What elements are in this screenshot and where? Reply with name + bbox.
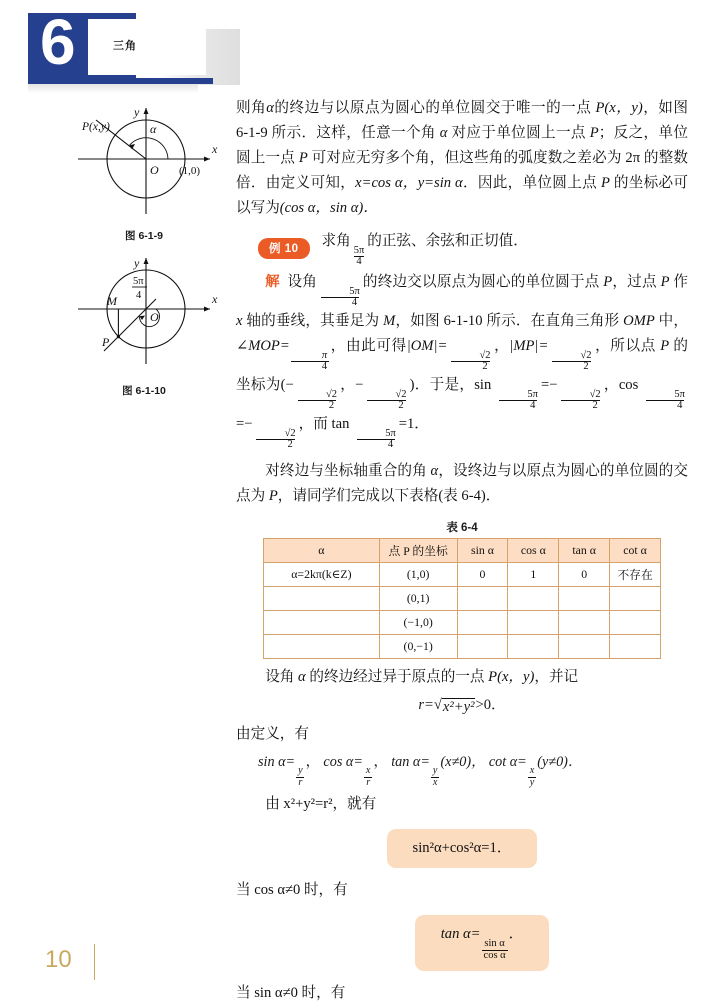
sol-sqrt2-d: √2 xyxy=(395,388,407,400)
sep-2: ， xyxy=(373,754,388,771)
sol-seg-n: ，而 xyxy=(298,416,328,433)
sol-seg-j: ，所以点 xyxy=(594,338,656,355)
cell-tan[interactable] xyxy=(559,635,610,659)
identity-box-2 xyxy=(415,915,550,971)
sol-seg-f: ，如图 6-1-10 所示．在直角三角形 xyxy=(395,313,620,330)
sol-seg-h: ，由此可得 xyxy=(330,338,407,355)
cell-cos[interactable] xyxy=(508,611,559,635)
def-seg-b: 的终边经过异于原点的一点 xyxy=(309,669,485,686)
p1-point-p2: P xyxy=(298,150,308,166)
paragraph-solution-1 xyxy=(236,270,688,451)
p1-point-pxy: P(x，y) xyxy=(595,100,643,116)
den-cos-alpha: cos α xyxy=(483,949,506,961)
main-text-column xyxy=(236,96,688,1008)
frac-x-r xyxy=(364,766,373,788)
sol-fraction-5pi-4 xyxy=(318,287,362,309)
table-row xyxy=(264,611,661,635)
sol-two-a: 2 xyxy=(451,361,489,373)
chapter-title: 三角 xyxy=(113,40,137,52)
cell-alpha[interactable]: α=2kπ(k∈Z) xyxy=(264,563,380,587)
paragraph-cond-cos: 当 cos α≠0 时，有 xyxy=(236,882,348,899)
sol-fraction-5pi-4-d xyxy=(354,429,398,451)
sol-two-d: 2 xyxy=(367,400,405,412)
sol-4-d: 4 xyxy=(357,439,395,451)
th-tan: tan α xyxy=(559,539,610,563)
sol-fraction-sqrt2-2-a xyxy=(448,351,492,373)
figure-column xyxy=(60,96,228,398)
example-text xyxy=(322,229,528,268)
page-number-divider xyxy=(94,944,95,980)
figure-6-1-9 xyxy=(60,96,228,243)
num-y-1: y xyxy=(298,765,303,777)
sol-two-f: 2 xyxy=(256,439,294,451)
den-r-1: r xyxy=(298,776,303,788)
cell-cos[interactable]: 1 xyxy=(508,563,559,587)
figure-6-1-10 xyxy=(60,251,228,398)
cell-tan[interactable]: 0 xyxy=(559,563,610,587)
sol-seg-o: =1． xyxy=(398,416,429,433)
sol-angle-mop: ∠MOP= xyxy=(236,338,290,355)
sol-x: x xyxy=(236,313,243,330)
cell-tan[interactable] xyxy=(559,587,610,611)
paragraph-definition-intro xyxy=(236,665,688,690)
figure-6-1-9-caption: 图 6-1-9 xyxy=(125,230,163,242)
r-radicand: x²+y² xyxy=(442,699,475,716)
cell-cot[interactable] xyxy=(610,611,661,635)
cell-alpha[interactable] xyxy=(264,611,380,635)
p1-seg-f: 可对应无穷多个角，但这些角的弧度数之差必为 2π 的整数倍．由定义可知， xyxy=(236,150,688,191)
fn-cot: cot α= xyxy=(488,754,527,771)
den-r-2: r xyxy=(366,776,371,788)
p1-eq-xcos: x=cos α， xyxy=(355,175,418,191)
ti-alpha: α xyxy=(430,463,439,480)
sol-point-m: M xyxy=(383,313,396,330)
table-6-4 xyxy=(263,538,661,659)
solution-label: 解 xyxy=(265,274,280,291)
sol-seg-k: 的坐标为 xyxy=(236,338,688,394)
sol-fraction-sqrt2-2-c xyxy=(295,390,339,412)
banner-shadow-decoration-2 xyxy=(28,84,198,93)
sol-two-e: 2 xyxy=(561,400,599,412)
sol-sqrt2-e: √2 xyxy=(589,388,601,400)
svg-text:4: 4 xyxy=(136,290,142,301)
formula-row-trig-definitions xyxy=(236,751,688,788)
example-fraction xyxy=(352,246,367,268)
ti-point-p: P xyxy=(268,488,278,505)
sol-cos-label: cos xyxy=(618,377,639,394)
svg-text:O: O xyxy=(150,310,159,324)
sol-fraction-sqrt2-2-b xyxy=(549,351,593,373)
sol-sqrt2-c: √2 xyxy=(325,388,337,400)
paragraph-table-intro xyxy=(236,459,688,509)
sol-point-p3: P xyxy=(660,338,670,355)
identity-box-2-wrapper xyxy=(236,915,688,971)
sol-pi: π xyxy=(321,349,328,361)
cell-cot[interactable] xyxy=(610,587,661,611)
sol-four: 4 xyxy=(291,361,329,373)
sol-fraction-5pi-4-c xyxy=(643,390,687,412)
p1-alpha-2: α xyxy=(439,125,448,141)
identity2-tail: ． xyxy=(508,926,524,943)
sol-point-p2: P xyxy=(660,274,670,291)
num-x-1: x xyxy=(365,765,371,777)
sol-seg-g: 中， xyxy=(658,313,688,330)
p1-seg-h: 的坐标必可以写为 xyxy=(236,175,688,216)
sol-5pi-b: 5π xyxy=(527,388,538,400)
svg-text:(1,0): (1,0) xyxy=(179,165,201,177)
sol-seg-a: 设角 xyxy=(287,274,317,291)
cond-tan: (x≠0)， xyxy=(440,754,486,771)
banner-white-panel xyxy=(88,19,206,75)
cell-coord[interactable]: (0,1) xyxy=(379,587,457,611)
fn-cos: cos α= xyxy=(323,754,363,771)
cell-coord[interactable]: (1,0) xyxy=(379,563,457,587)
cell-cos[interactable] xyxy=(508,587,559,611)
table-row xyxy=(264,635,661,659)
sol-sqrt2-a: √2 xyxy=(479,349,491,361)
sol-frac-den: 4 xyxy=(321,297,359,309)
paragraph-cond-sin: 当 sin α≠0 时，有 xyxy=(236,985,346,1002)
p1-coord-cossin: (cos α，sin α)． xyxy=(279,200,378,216)
p1-seg-b: 的终边与以原点为圆心的单位圆交于唯一的一点 xyxy=(273,100,592,116)
ti-seg-a: 对终边与坐标轴重合的角 xyxy=(265,463,427,480)
th-cot: cot α xyxy=(610,539,661,563)
cell-sin[interactable] xyxy=(457,587,508,611)
cell-tan[interactable] xyxy=(559,611,610,635)
example-frac-num: 5π xyxy=(353,244,365,256)
p1-seg-d: 对应于单位圆上一点 xyxy=(451,125,586,141)
th-sin: sin α xyxy=(457,539,508,563)
sol-fraction-sqrt2-2-f xyxy=(253,429,297,451)
sol-sin-label: sin xyxy=(474,377,492,394)
svg-text:5π: 5π xyxy=(133,276,144,287)
sol-eq2: =− xyxy=(236,416,253,433)
cond-cot: (y≠0)． xyxy=(537,754,583,771)
r-eq: r= xyxy=(418,697,434,714)
num-x-2: x xyxy=(529,765,535,777)
sol-5pi-d: 5π xyxy=(385,427,396,439)
example-row xyxy=(236,229,688,268)
th-cos: cos α xyxy=(508,539,559,563)
sol-fraction-sqrt2-2-e xyxy=(558,390,602,412)
cell-alpha[interactable] xyxy=(264,635,380,659)
def-seg-a: 设角 xyxy=(265,669,295,686)
sep-1: ， xyxy=(305,754,320,771)
sol-4-c: 4 xyxy=(646,400,684,412)
sol-fraction-5pi-4-b xyxy=(496,390,540,412)
sol-coord-open: (− xyxy=(280,377,294,394)
p1-seg-g: ．因此，单位圆上点 xyxy=(462,175,597,191)
frac-sin-cos xyxy=(482,939,508,961)
example-frac-den: 4 xyxy=(356,256,362,268)
page-number: 10 xyxy=(45,946,72,973)
table-header-row xyxy=(264,539,661,563)
sol-abs-om: |OM|= xyxy=(406,338,448,355)
sol-seg-c: ，过点 xyxy=(612,274,657,291)
sol-two-c: 2 xyxy=(298,400,336,412)
banner-underbar xyxy=(28,78,213,84)
ti-seg-c: ，请同学们完成以下表格(表 6-4)． xyxy=(277,488,501,505)
sol-frac-num: 5π xyxy=(349,285,360,297)
example-seg-a: 求角 xyxy=(321,233,351,249)
table-row xyxy=(264,563,661,587)
def-seg-c: ，并记 xyxy=(534,669,579,686)
table-head xyxy=(264,539,661,563)
sol-seg-d: 作 xyxy=(673,274,688,291)
den-x-1: x xyxy=(432,776,438,788)
num-sin-alpha: sin α xyxy=(484,937,505,949)
p1-seg-c: ，如图 6-1-9 所示．这样，任意一个角 xyxy=(236,100,688,141)
svg-text:x: x xyxy=(212,292,218,306)
sol-abs-mp: |MP|= xyxy=(509,338,549,355)
sol-eq1: =− xyxy=(540,377,558,394)
figure-6-1-10-caption: 图 6-1-10 xyxy=(122,385,166,397)
radical-icon: √ xyxy=(433,697,442,714)
p1-point-p: P xyxy=(589,125,599,141)
paragraph-pythagorean-lead: 由 x²+y²=r²，就有 xyxy=(265,796,377,813)
p1-point-p3: P xyxy=(600,175,610,191)
sol-seg-b: 的终边交以原点为圆心的单位圆于点 xyxy=(362,274,600,291)
svg-text:P: P xyxy=(102,335,110,349)
p1-seg-a: 则角 xyxy=(236,100,267,116)
frac-x-y xyxy=(528,766,537,788)
sqrt-symbol-group xyxy=(434,697,476,716)
frac-y-r-1 xyxy=(296,766,305,788)
sol-seg-i: ， xyxy=(493,338,510,355)
figure-6-1-10-graphic xyxy=(60,251,228,377)
formula-r-definition xyxy=(236,693,688,716)
def-point-pxy: P(x，y) xyxy=(488,669,535,686)
p1-alpha: α xyxy=(266,100,274,116)
sol-4-b: 4 xyxy=(499,400,537,412)
example-badge: 例 10 xyxy=(258,238,310,259)
def-alpha: α xyxy=(298,669,306,686)
chapter-banner xyxy=(28,6,213,83)
sol-point-p: P xyxy=(603,274,613,291)
th-coord: 点 P 的坐标 xyxy=(379,539,457,563)
cell-cot[interactable] xyxy=(610,635,661,659)
table-row xyxy=(264,587,661,611)
sol-fraction-pi-4 xyxy=(291,351,329,373)
example-seg-b: 的正弦、余弦和正切值． xyxy=(367,233,528,249)
svg-text:y: y xyxy=(134,105,140,119)
sol-two-b: 2 xyxy=(552,361,590,373)
identity-box-1: sin²α+cos²α=1． xyxy=(387,829,538,868)
fn-tan: tan α= xyxy=(391,754,430,771)
sol-coord-comma: ，− xyxy=(339,377,364,394)
svg-text:M: M xyxy=(107,294,117,308)
fn-sin: sin α= xyxy=(258,754,296,771)
svg-text:x: x xyxy=(212,142,218,156)
cell-sin[interactable] xyxy=(457,635,508,659)
cell-alpha[interactable] xyxy=(264,587,380,611)
table-body xyxy=(264,563,661,659)
sol-seg-l: ．于是， xyxy=(414,377,475,394)
sol-fraction-sqrt2-2-d xyxy=(364,390,408,412)
p1-eq-ysin: y=sin α xyxy=(417,175,463,191)
figure-6-1-9-graphic xyxy=(60,96,228,222)
svg-text:α: α xyxy=(150,122,157,136)
num-y-2: y xyxy=(432,765,438,777)
th-alpha: α xyxy=(264,539,380,563)
svg-text:O: O xyxy=(150,163,159,177)
sol-sqrt2-b: √2 xyxy=(580,349,592,361)
cell-coord[interactable]: (0,−1) xyxy=(379,635,457,659)
svg-text:y: y xyxy=(134,256,140,270)
r-tail: >0． xyxy=(475,697,506,714)
chapter-number: 6 xyxy=(40,6,74,78)
identity-box-1-wrapper xyxy=(236,829,688,868)
sol-tan-label: tan xyxy=(331,416,350,433)
cell-sin[interactable] xyxy=(457,611,508,635)
sol-seg-m: ， xyxy=(603,377,619,394)
sol-coord-close: ) xyxy=(409,377,415,394)
cell-cos[interactable] xyxy=(508,635,559,659)
sol-triangle-omp: OMP xyxy=(623,313,655,330)
sol-5pi-c: 5π xyxy=(674,388,685,400)
paragraph-by-definition: 由定义，有 xyxy=(236,726,309,743)
cell-coord[interactable]: (−1,0) xyxy=(379,611,457,635)
sol-sqrt2-f: √2 xyxy=(284,427,296,439)
paragraph-definition xyxy=(236,96,688,221)
svg-text:P(x,y): P(x,y) xyxy=(82,121,110,133)
den-y-1: y xyxy=(529,776,535,788)
table-caption: 表 6-4 xyxy=(446,522,478,535)
p1-seg-e: ；反之，单位圆上一点 xyxy=(236,125,688,166)
cell-sin[interactable]: 0 xyxy=(457,563,508,587)
identity2-lhs: tan α= xyxy=(440,926,481,943)
cell-cot[interactable]: 不存在 xyxy=(610,563,661,587)
ti-seg-b: ，设终边与以原点为圆心的单位圆的交点为 xyxy=(236,463,688,505)
frac-y-x xyxy=(431,766,440,788)
sol-seg-e: 轴的垂线，其垂足为 xyxy=(246,313,380,330)
